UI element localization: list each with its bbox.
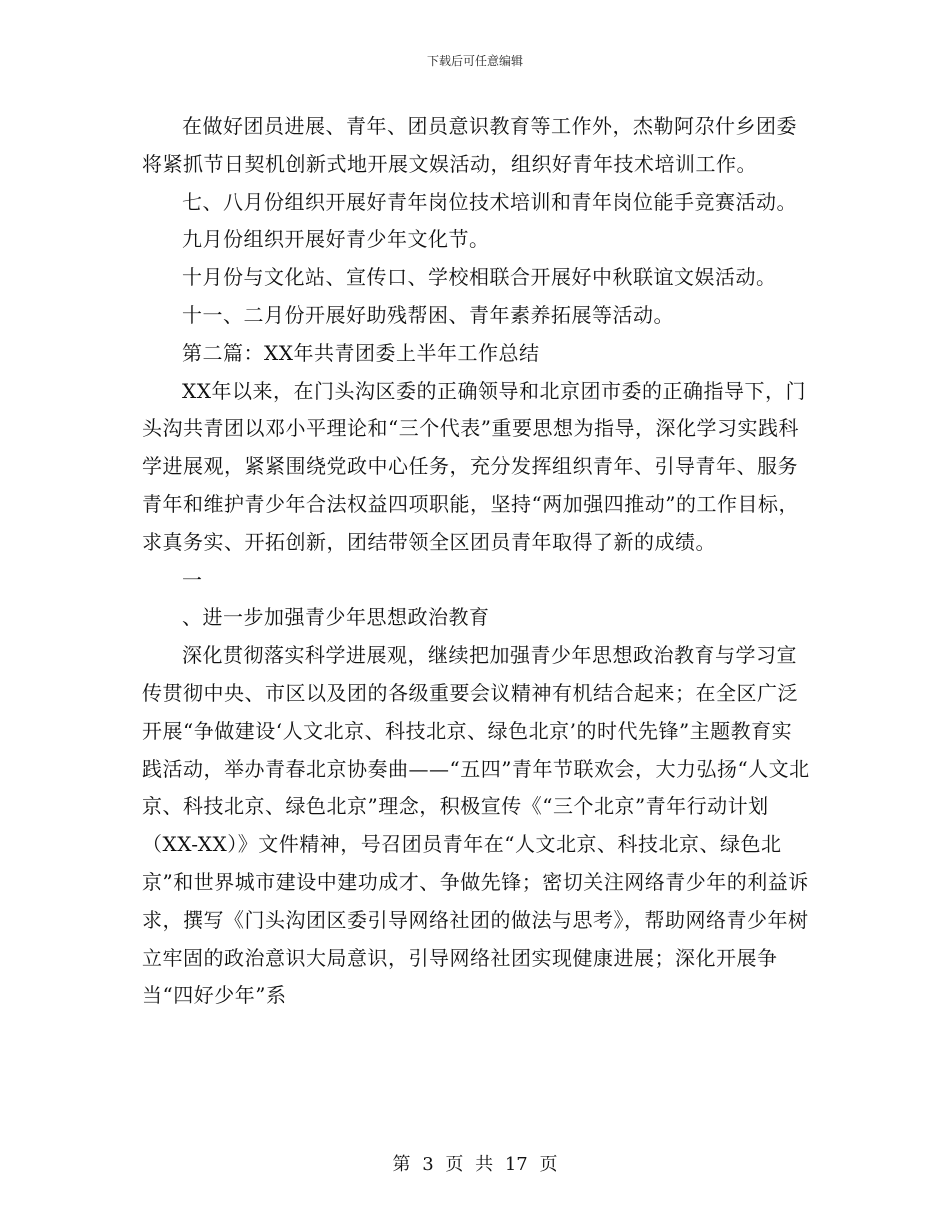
section-heading: 第二篇：XX年共青团委上半年工作总结 xyxy=(182,340,540,365)
paragraph: 七、八月份组织开展好青年岗位技术培训和青年岗位能手竞赛活动。 xyxy=(182,189,797,214)
page-number-footer: 第 3 页 共 17 页 xyxy=(392,1154,558,1175)
heading-number: 一 xyxy=(182,567,203,592)
paragraph: 十一、二月份开展好助残帮困、青年素养拓展等活动。 xyxy=(182,302,674,327)
paragraph: XX年以来，在门头沟区委的正确领导和北京团市委的正确指导下，门头沟共青团以邓小平理论和“三个代表”重要思想为指导，深化学习实践科学进展观，紧紧围绕党政中心任务，充分发挥组织青年、引导青年、服务青年和维护青少年合法权益四项职能，坚持“两加强四推动”的工作目标，求真务实、开拓创新，团结带领全区团员青年取得了新的成绩。 xyxy=(142,378,806,554)
paragraph: 十月份与文化站、宣传口、学校相联合开展好中秋联谊文娱活动。 xyxy=(182,265,777,290)
section-heading: 、进一步加强青少年思想政治教育 xyxy=(182,605,490,630)
paragraph: 九月份组织开展好青少年文化节。 xyxy=(182,227,490,252)
document-body xyxy=(142,108,812,1015)
page-header: 下载后可任意编辑 xyxy=(426,54,523,68)
paragraph: 在做好团员进展、青年、团员意识教育等工作外，杰勒阿尕什乡团委将紧抓节日契机创新式地开展文娱活动，组织好青年技术培训工作。 xyxy=(142,114,797,176)
paragraph: 深化贯彻落实科学进展观，继续把加强青少年思想政治教育与学习宣传贯彻中央、市区以及团的各级重要会议精神有机结合起来；在全区广泛开展“争做建设‘人文北京、科技北京、绿色北京’的时代先锋”主题教育实践活动，举办青春北京协奏曲——“五四”青年节联欢会，大力弘扬“人文北京、科技北京、绿色北京”理念，积极宣传《“三个北京”青年行动计划（XX-XX）》文件精神，号召团员青年在“人文北京、科技北京、绿色北京”和世界城市建设中建功成才、争做先锋；密切关注网络青少年的利益诉求，撰写《门头沟团区委引导网络社团的做法与思考》，帮助网络青少年树立牢固的政治意识大局意识，引导网络社团实现健康进展；深化开展争当“四好少年”系 xyxy=(142,643,810,1008)
